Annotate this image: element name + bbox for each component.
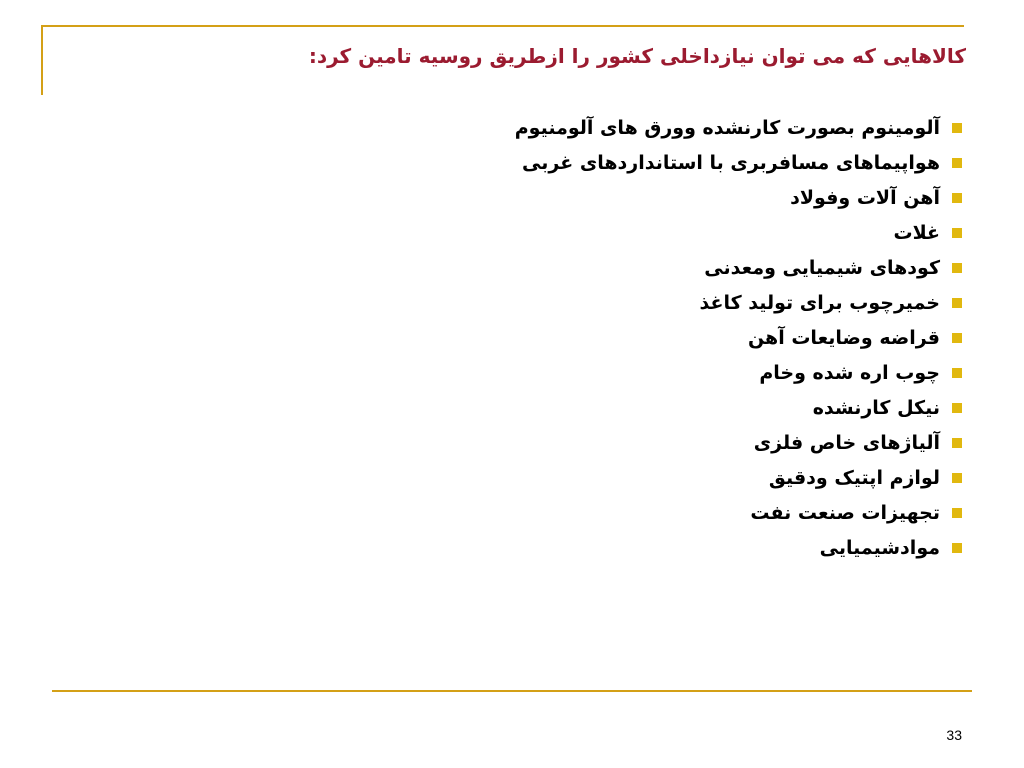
left-border-line xyxy=(41,25,43,95)
page-number: 33 xyxy=(946,727,962,743)
list-item-text: آهن آلات وفولاد xyxy=(790,186,940,209)
list-item-text: نیکل کارنشده xyxy=(812,396,940,419)
list-item xyxy=(102,250,962,285)
list-item xyxy=(102,495,962,530)
list-item xyxy=(102,425,962,460)
list-item-text: خمیرچوب برای تولید کاغذ xyxy=(699,291,940,314)
list-item-text: کودهای شیمیایی ومعدنی xyxy=(704,256,940,279)
list-item xyxy=(102,180,962,215)
bullet-list xyxy=(102,110,962,565)
square-bullet-icon xyxy=(952,123,962,133)
square-bullet-icon xyxy=(952,368,962,378)
square-bullet-icon xyxy=(952,263,962,273)
list-item xyxy=(102,460,962,495)
list-item xyxy=(102,355,962,390)
top-border-line xyxy=(42,25,964,27)
square-bullet-icon xyxy=(952,333,962,343)
list-item-text: چوب اره شده وخام xyxy=(759,361,940,384)
list-item xyxy=(102,390,962,425)
slide-title: کالاهایی که می توان نیازداخلی کشور را ازطریق روسیه تامین کرد: xyxy=(308,44,966,68)
list-item xyxy=(102,530,962,565)
list-item-text: غلات xyxy=(893,221,940,244)
square-bullet-icon xyxy=(952,403,962,413)
list-item-text: تجهیزات صنعت نفت xyxy=(750,501,940,524)
square-bullet-icon xyxy=(952,473,962,483)
list-item-text: موادشیمیایی xyxy=(819,536,940,559)
list-item-text: آلومینوم بصورت کارنشده وورق های آلومنیوم xyxy=(514,116,940,139)
list-item xyxy=(102,110,962,145)
list-item xyxy=(102,320,962,355)
square-bullet-icon xyxy=(952,228,962,238)
square-bullet-icon xyxy=(952,438,962,448)
list-item-text: آلیاژهای خاص فلزی xyxy=(753,431,940,454)
list-item-text: قراضه وضایعات آهن xyxy=(747,326,940,349)
square-bullet-icon xyxy=(952,508,962,518)
list-item-text: لوازم اپتیک ودقیق xyxy=(768,466,940,489)
list-item xyxy=(102,145,962,180)
list-item xyxy=(102,215,962,250)
square-bullet-icon xyxy=(952,158,962,168)
list-item-text: هواپیماهای مسافربری با استانداردهای غربی xyxy=(522,151,940,174)
footer-divider xyxy=(52,690,972,692)
square-bullet-icon xyxy=(952,193,962,203)
list-item xyxy=(102,285,962,320)
square-bullet-icon xyxy=(952,298,962,308)
square-bullet-icon xyxy=(952,543,962,553)
